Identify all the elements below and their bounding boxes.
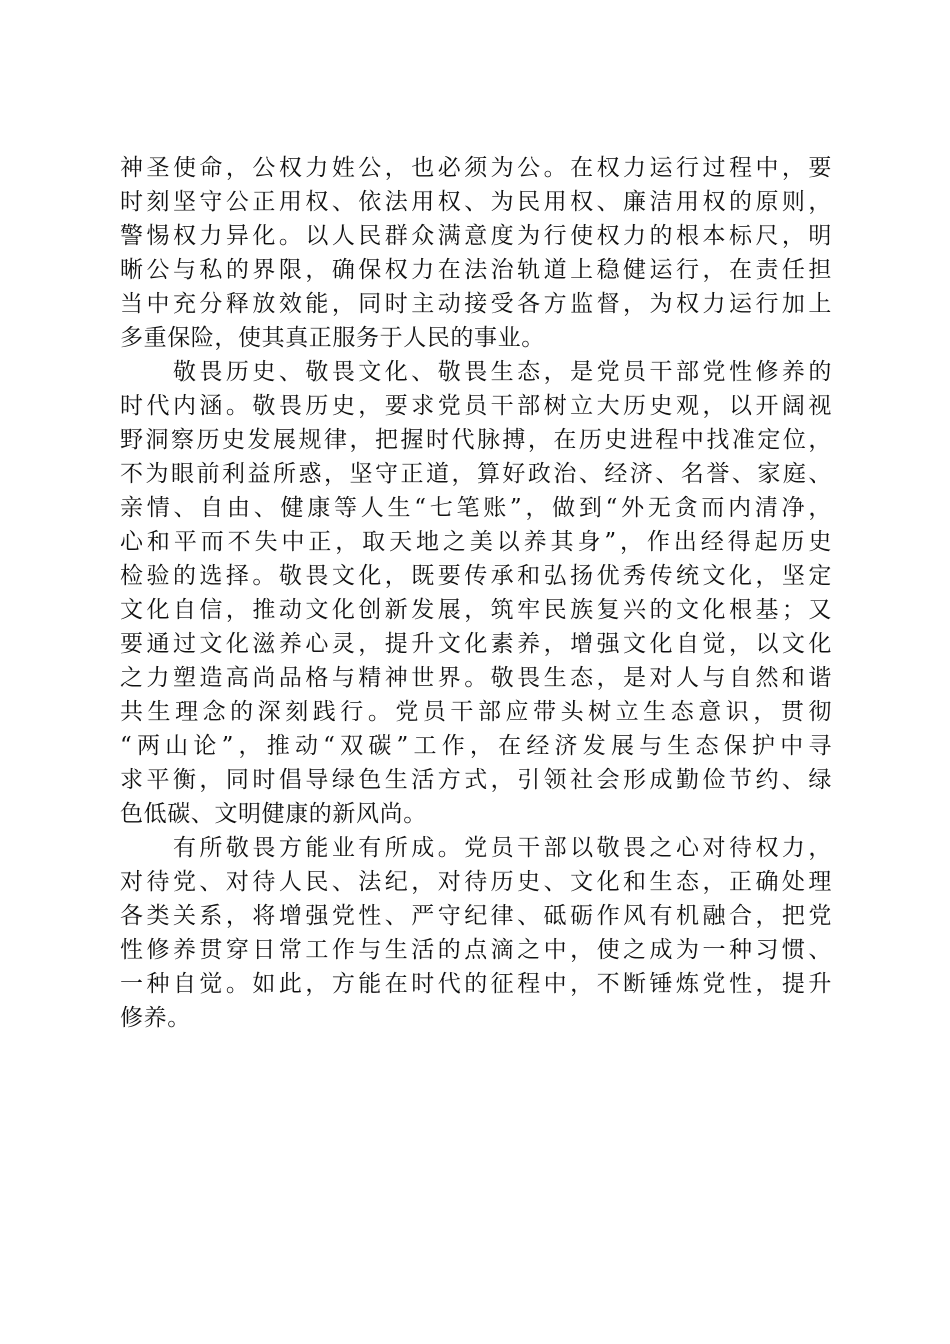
text-line: 一种自觉。如此，方能在时代的征程中，不断锤炼党性，提升 — [120, 971, 832, 997]
text-line: 之力塑造高尚品格与精神世界。敬畏生态，是对人与自然和谐 — [120, 665, 832, 691]
text-line: 野洞察历史发展规律，把握时代脉搏，在历史进程中找准定位， — [120, 427, 832, 453]
text-line: 亲情、自由、健康等人生“七笔账”，做到“外无贪而内清净， — [120, 495, 832, 521]
text-line: 各类关系，将增强党性、严守纪律、砥砺作风有机融合，把党 — [120, 903, 832, 929]
text-line: 敬畏历史、敬畏文化、敬畏生态，是党员干部党性修养的 — [120, 359, 832, 385]
text-line: “两山论”，推动“双碳”工作，在经济发展与生态保护中寻 — [120, 733, 832, 759]
text-line: 神圣使命，公权力姓公，也必须为公。在权力运行过程中，要 — [120, 155, 832, 181]
text-line: 心和平而不失中正，取天地之美以养其身”，作出经得起历史 — [120, 529, 832, 555]
text-line: 警惕权力异化。以人民群众满意度为行使权力的根本标尺，明 — [120, 223, 832, 249]
text-line: 修养。 — [120, 1005, 191, 1031]
body-text — [120, 151, 832, 1035]
text-line: 晰公与私的界限，确保权力在法治轨道上稳健运行，在责任担 — [120, 257, 832, 283]
text-line: 对待党、对待人民、法纪，对待历史、文化和生态，正确处理 — [120, 869, 832, 895]
text-line: 求平衡，同时倡导绿色生活方式，引领社会形成勤俭节约、绿 — [120, 767, 832, 793]
text-line: 色低碳、文明健康的新风尚。 — [120, 801, 427, 827]
text-line: 多重保险，使其真正服务于人民的事业。 — [120, 325, 545, 351]
text-line: 共生理念的深刻践行。党员干部应带头树立生态意识，贯彻 — [120, 699, 832, 725]
text-line: 有所敬畏方能业有所成。党员干部以敬畏之心对待权力， — [120, 835, 832, 861]
text-line: 不为眼前利益所惑，坚守正道，算好政治、经济、名誉、家庭、 — [120, 461, 832, 487]
text-line: 时刻坚守公正用权、依法用权、为民用权、廉洁用权的原则， — [120, 189, 832, 215]
paragraph-1 — [120, 151, 832, 355]
text-line: 文化自信，推动文化创新发展，筑牢民族复兴的文化根基；又 — [120, 597, 832, 623]
text-line: 性修养贯穿日常工作与生活的点滴之中，使之成为一种习惯、 — [120, 937, 832, 963]
text-line: 当中充分释放效能，同时主动接受各方监督，为权力运行加上 — [120, 291, 832, 317]
text-line: 检验的选择。敬畏文化，既要传承和弘扬优秀传统文化，坚定 — [120, 563, 832, 589]
text-line: 时代内涵。敬畏历史，要求党员干部树立大历史观，以开阔视 — [120, 393, 832, 419]
paragraph-3 — [120, 831, 832, 1035]
paragraph-2 — [120, 355, 832, 831]
text-line: 要通过文化滋养心灵，提升文化素养，增强文化自觉，以文化 — [120, 631, 832, 657]
